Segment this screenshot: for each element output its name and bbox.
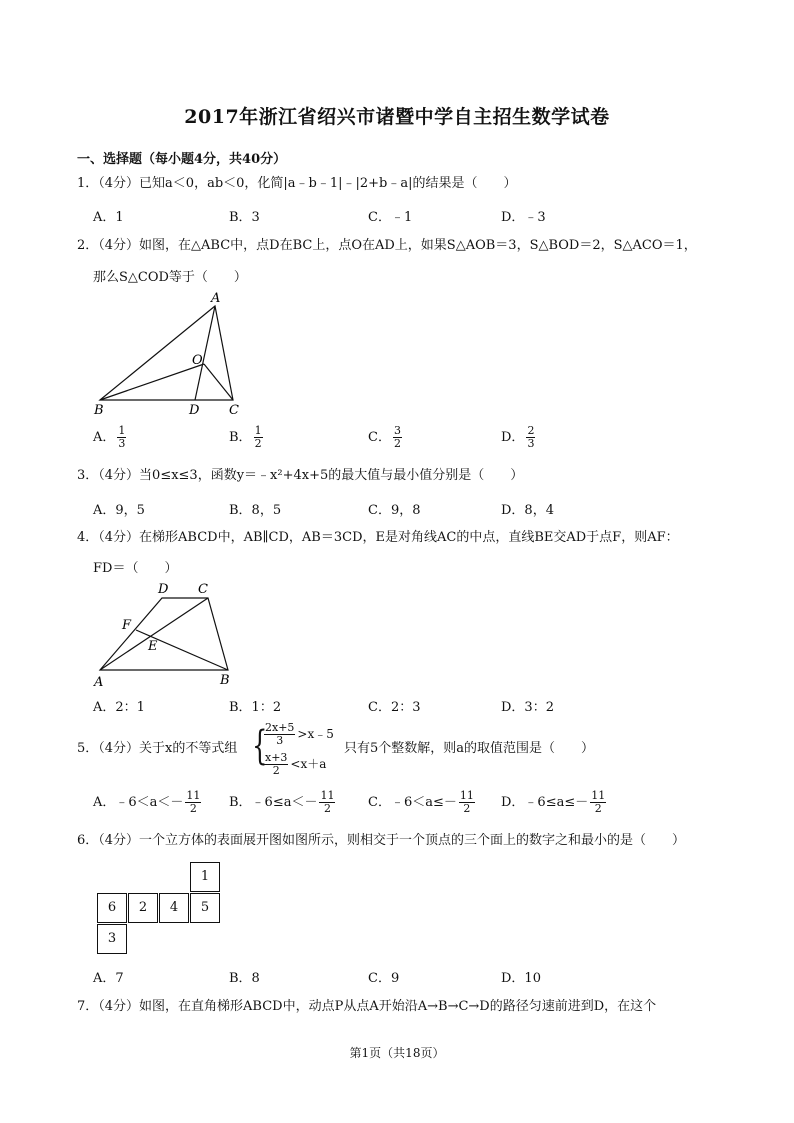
q4-stem-line2: FD＝（ ）: [93, 561, 178, 576]
q5-brace: {: [252, 723, 268, 769]
q4-option-c: C．2：3: [368, 700, 421, 715]
q1-stem: 1．（4分）已知a＜0，ab＜0，化简|a﹣b﹣1|﹣|2+b﹣a|的结果是（ ）: [77, 176, 517, 191]
q3-option-a: A．9，5: [93, 503, 145, 518]
q3-option-d: D．8，4: [501, 503, 554, 518]
segment-oc: [204, 364, 233, 400]
q4-option-b: B．1：2: [229, 700, 282, 715]
q5-prefix: 5．（4分）关于x的不等式组: [77, 741, 238, 756]
q4-option-d: D．3：2: [501, 700, 554, 715]
label-b: B: [220, 673, 230, 688]
q5-option-d: D．﹣6≤a≤－ $\frac{11}{2}$: [501, 789, 606, 815]
label-c: C: [229, 403, 239, 418]
q2-triangle-figure: [90, 288, 250, 420]
label-b: B: [94, 403, 104, 418]
q4-option-a: A．2：1: [93, 700, 145, 715]
q5-option-b: B．﹣6≤a＜－ $\frac{11}{2}$: [229, 789, 335, 815]
q4-stem-line1: 4．（4分）在梯形ABCD中，AB∥CD，AB＝3CD，E是对角线AC的中点，直线BE交AD于点F，则AF：: [77, 530, 679, 545]
q3-option-c: C．9，8: [368, 503, 421, 518]
q6-option-c: C．9: [368, 971, 400, 986]
q5-option-c: C．﹣6＜a≤－ $\frac{11}{2}$: [368, 789, 474, 815]
segment-bo: [100, 364, 204, 400]
q4-trapezoid-figure: [90, 578, 240, 688]
q6-option-b: B．8: [229, 971, 260, 986]
q1-option-a: A．1: [93, 210, 124, 225]
net-face-1: 6: [97, 893, 127, 923]
label-f: F: [122, 618, 132, 633]
q5-suffix: 只有5个整数解，则a的取值范围是（ ）: [344, 741, 595, 756]
page-footer: 第1页（共18页）: [349, 1046, 445, 1060]
label-e: E: [148, 639, 158, 654]
diagonal-ac: [100, 598, 208, 670]
label-c: C: [198, 582, 208, 597]
triangle-abc: [100, 306, 233, 400]
q6-option-a: A．7: [93, 971, 124, 986]
page-title: 2017年浙江省绍兴市诸暨中学自主招生数学试卷: [184, 106, 610, 128]
net-face-top: 1: [190, 862, 220, 892]
q5-option-a: A．﹣6＜a＜－ $\frac{11}{2}$: [93, 789, 201, 815]
q1-option-c: C．﹣1: [368, 210, 413, 225]
net-face-3: 4: [159, 893, 189, 923]
label-a: A: [211, 291, 221, 306]
q2-option-b: B． $\frac{1}{2}$: [229, 424, 262, 450]
q2-option-c: C． $\frac{3}{2}$: [368, 424, 401, 450]
q7-stem: 7．（4分）如图，在直角梯形ABCD中，动点P从点A开始沿A→B→C→D的路径匀速前进到D，在这个: [77, 999, 657, 1014]
net-face-4: 5: [190, 893, 220, 923]
q3-stem: 3．（4分）当0≤x≤3，函数y＝﹣x²+4x+5的最大值与最小值分别是（ ）: [77, 468, 524, 483]
section-heading: 一、选择题（每小题4分，共40分）: [77, 152, 287, 167]
q2-option-d: D． $\frac{2}{3}$: [501, 424, 535, 450]
q6-stem: 6．（4分）一个立方体的表面展开图如图所示，则相交于一个顶点的三个面上的数字之和最小的是（ ）: [77, 833, 686, 848]
q1-option-d: D．﹣3: [501, 210, 546, 225]
trapezoid-abcd: [100, 598, 228, 670]
net-face-2: 2: [128, 893, 158, 923]
label-d: D: [158, 582, 169, 597]
net-face-bottom: 3: [97, 924, 127, 954]
q5-inequality-2: $\frac{x+3}{2}$ <x＋a: [265, 751, 327, 777]
q6-option-d: D．10: [501, 971, 541, 986]
label-d: D: [189, 403, 200, 418]
q3-option-b: B．8，5: [229, 503, 282, 518]
q2-stem-line2: 那么S△COD等于（ ）: [93, 270, 247, 285]
label-a: A: [94, 675, 104, 688]
label-o: O: [192, 353, 203, 368]
q2-stem-line1: 2．（4分）如图，在△ABC中，点D在BC上，点O在AD上，如果S△AOB＝3，S△BOD＝2，S△ACO＝1，: [77, 238, 697, 253]
q5-inequality-1: $\frac{2x+5}{3}$ >x﹣5: [265, 721, 334, 747]
q1-option-b: B．3: [229, 210, 260, 225]
q2-option-a: A． $\frac{1}{3}$: [93, 424, 126, 450]
